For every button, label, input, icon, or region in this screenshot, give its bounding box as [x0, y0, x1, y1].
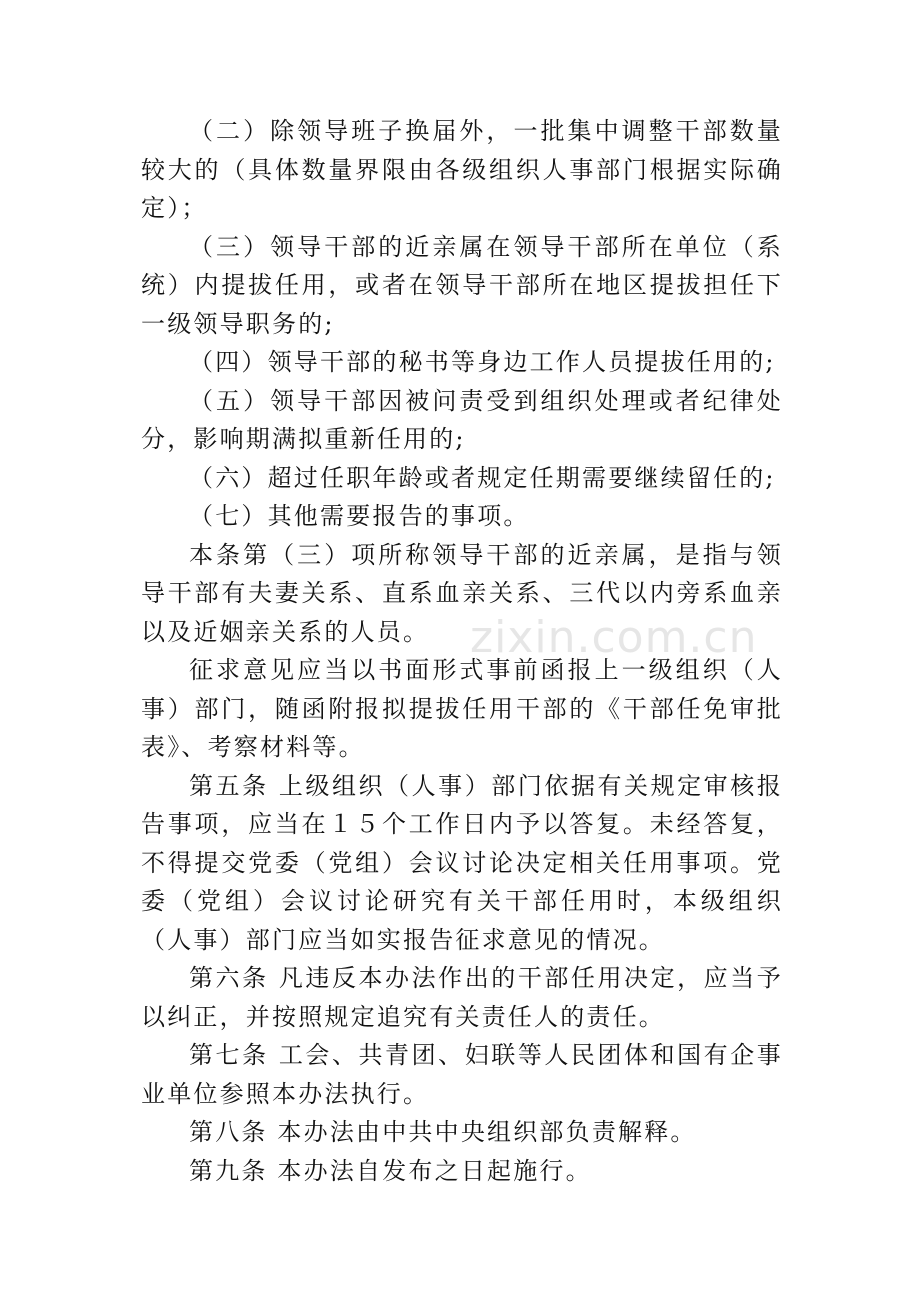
paragraph-item-6: （六）超过任职年龄或者规定任期需要继续留任的;	[189, 463, 776, 492]
paragraph-item-4: （四）领导干部的秘书等身边工作人员提拔任用的;	[189, 348, 776, 376]
article-7: 第七条 工会、共青团、妇联等人民团体和国有企事业单位参照本办法执行。	[141, 1041, 783, 1108]
paragraph-item-7: （七）其他需要报告的事项。	[189, 502, 530, 530]
article-6: 第六条 凡违反本办法作出的干部任用决定，应当予以纠正，并按照规定追究有关责任人的责任。	[141, 964, 783, 1031]
paragraph-item-5: （五）领导干部因被问责受到组织处理或者纪律处分，影响期满拟重新任用的;	[141, 386, 783, 453]
paragraph-item-2: （二）除领导班子换届外，一批集中调整干部数量较大的（具体数量界限由各级组织人事部门根据实际确定）；	[141, 117, 783, 222]
document-body	[141, 112, 783, 1190]
watermark-text: zixin.com.cn	[470, 612, 758, 663]
paragraph-near-relatives: 本条第（三）项所称领导干部的近亲属，是指与领导干部有夫妻关系、直系血亲关系、三代以内旁系血亲以及近姻亲关系的人员。	[141, 540, 783, 646]
article-9: 第九条 本办法自发布之日起施行。	[189, 1156, 592, 1185]
paragraph-solicit-opinions: 征求意见应当以书面形式事前函报上一级组织（人事）部门，随函附报拟提拔任用干部的《干部任免审批表》、考察材料等。	[141, 656, 783, 761]
article-5: 第五条 上级组织（人事）部门依据有关规定审核报告事项，应当在１５个工作日内予以答复。未经答复，不得提交党委（党组）会议讨论决定相关任用事项。党委（党组）会议讨论研究有关干部任用时，本级组织（人事）部门应当如实报告征求意见的情况。	[141, 771, 783, 954]
article-8: 第八条 本办法由中共中央组织部负责解释。	[189, 1118, 697, 1146]
paragraph-item-3: （三）领导干部的近亲属在领导干部所在单位（系统）内提拔任用，或者在领导干部所在地区提拔担任下一级领导职务的;	[141, 232, 783, 338]
